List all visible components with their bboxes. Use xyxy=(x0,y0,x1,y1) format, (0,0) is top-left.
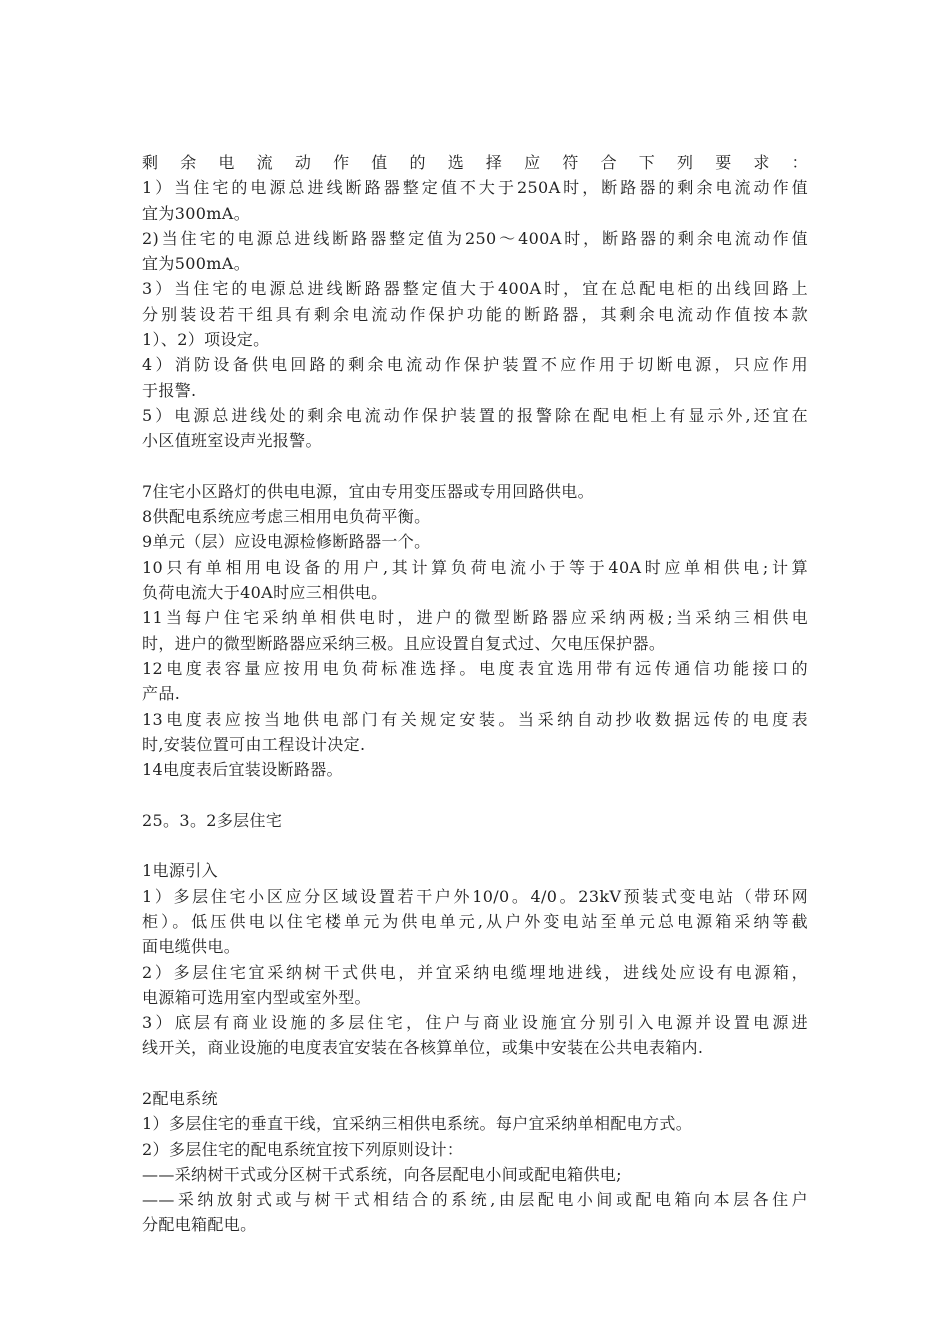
text-line: 1）多层住宅的垂直干线，宜采纳三相供电系统。每户宜采纳单相配电方式。 xyxy=(142,1114,693,1134)
text-line: 7住宅小区路灯的供电电源，宜由专用变压器或专用回路供电。 xyxy=(142,481,594,501)
text-line: 12电度表容量应按用电负荷标准选择。电度表宜选用带有远传通信功能接口的 xyxy=(142,658,808,678)
text-line: 1）当住宅的电源总进线断路器整定值不大于250A时，断路器的剩余电流动作值 xyxy=(142,178,808,198)
text-line: 1）多层住宅小区应分区域设置若干户外10/0。4/0。23kV预装式变电站（带环网 xyxy=(142,886,808,906)
text-line: 1）、2）项设定。 xyxy=(142,330,270,350)
text-line: 2)当住宅的电源总进线断路器整定值为250～400A时，断路器的剩余电流动作值 xyxy=(142,228,808,248)
text-line: 宜为300mA。 xyxy=(142,203,251,223)
text-line: 2）多层住宅宜采纳树干式供电，并宜采纳电缆埋地进线，进线处应设有电源箱， xyxy=(142,962,808,982)
document-body xyxy=(142,150,808,1238)
subsection-heading: 2配电系统 xyxy=(142,1088,218,1108)
text-line: 产品. xyxy=(142,684,181,704)
text-line: 8供配电系统应考虑三相用电负荷平衡。 xyxy=(142,507,431,527)
text-line: 3）当住宅的电源总进线断路器整定值大于400A时，宜在总配电柜的出线回路上 xyxy=(142,279,808,299)
text-line: 线开关，商业设施的电度表宜安装在各核算单位，或集中安装在公共电表箱内. xyxy=(142,1038,704,1058)
text-line: 10只有单相用电设备的用户,其计算负荷电流小于等于40A时应单相供电;计算 xyxy=(142,557,808,577)
text-line: 于报警. xyxy=(142,380,197,400)
blank-line xyxy=(142,1061,808,1086)
text-line: 面电缆供电。 xyxy=(142,937,241,957)
text-line: 2）多层住宅的配电系统宜按下列原则设计： xyxy=(142,1139,464,1159)
text-line: 时，进户的微型断路器应采纳三极。且应设置自复式过、欠电压保护器。 xyxy=(142,633,666,653)
text-line: 13电度表应按当地供电部门有关规定安装。当采纳自动抄收数据远传的电度表 xyxy=(142,709,808,729)
text-line: 时,安装位置可由工程设计决定. xyxy=(142,734,366,754)
blank-line xyxy=(142,833,808,858)
text-line: ——采纳放射式或与树干式相结合的系统,由层配电小间或配电箱向本层各住户 xyxy=(142,1190,808,1210)
text-line: 5）电源总进线处的剩余电流动作保护装置的报警除在配电柜上有显示外,还宜在 xyxy=(142,405,808,425)
text-line: 4）消防设备供电回路的剩余电流动作保护装置不应作用于切断电源，只应作用 xyxy=(142,355,808,375)
text-line: 电源箱可选用室内型或室外型。 xyxy=(142,987,371,1007)
text-line: 柜）。低压供电以住宅楼单元为供电单元,从户外变电站至单元总电源箱采纳等截 xyxy=(142,911,808,931)
text-line: 剩余电流动作值的选择应符合下列要求： xyxy=(142,153,808,172)
subsection-heading: 1电源引入 xyxy=(142,861,218,881)
text-line: 14电度表后宜装设断路器。 xyxy=(142,760,343,780)
text-line: 负荷电流大于40A时应三相供电。 xyxy=(142,583,388,603)
text-line: 3）底层有商业设施的多层住宅，住户与商业设施宜分别引入电源并设置电源进 xyxy=(142,1013,808,1033)
text-line: 11当每户住宅采纳单相供电时，进户的微型断路器应采纳两极;当采纳三相供电 xyxy=(142,608,808,628)
blank-line xyxy=(142,782,808,807)
text-line: 宜为500mA。 xyxy=(142,254,251,274)
text-line: 分配电箱配电。 xyxy=(142,1215,257,1235)
blank-line xyxy=(142,454,808,479)
text-line: 分别装设若干组具有剩余电流动作保护功能的断路器，其剩余电流动作值按本款 xyxy=(142,304,808,324)
text-line: 小区值班室设声光报警。 xyxy=(142,431,322,451)
section-heading: 25。3。2多层住宅 xyxy=(142,810,283,830)
text-line: ——采纳树干式或分区树干式系统，向各层配电小间或配电箱供电; xyxy=(142,1164,622,1184)
text-line: 9单元（层）应设电源检修断路器一个。 xyxy=(142,532,431,552)
